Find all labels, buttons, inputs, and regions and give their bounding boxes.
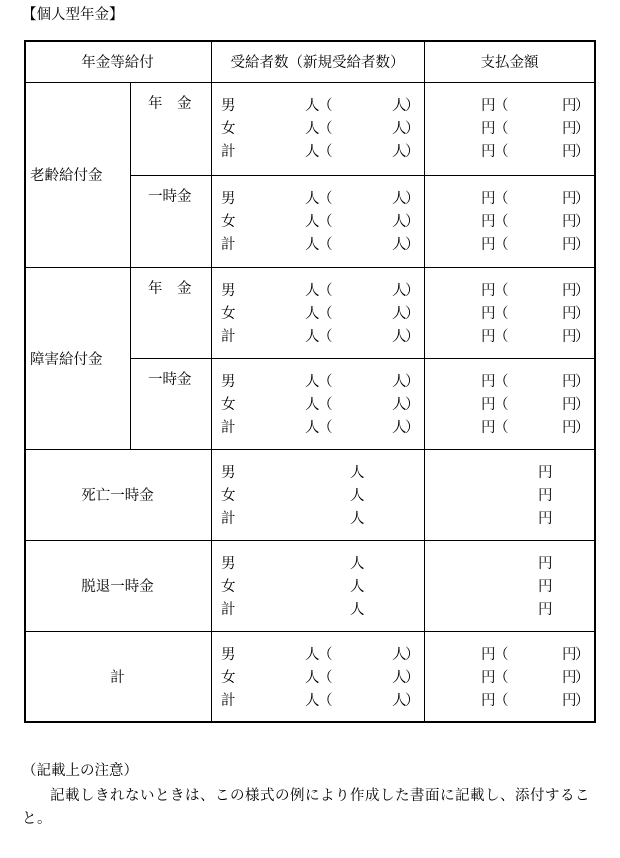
paren-close: ） — [575, 329, 590, 345]
yen-unit: 円 — [538, 579, 553, 595]
yen-unit: 円 — [562, 420, 577, 436]
persons-unit: 人 — [350, 465, 365, 481]
column-divider — [211, 40, 212, 722]
death-lump-sum-label: 死亡一時金 — [81, 488, 154, 504]
sex-label: 男 — [221, 191, 236, 207]
paren-open: （ — [494, 121, 509, 137]
sex-label: 男 — [221, 374, 236, 390]
persons-unit: 人 — [305, 214, 320, 230]
sex-label: 計 — [221, 511, 236, 527]
yen-unit: 円 — [481, 420, 496, 436]
yen-unit: 円 — [481, 98, 496, 114]
paren-close: ） — [575, 191, 590, 207]
withdrawal-lump-sum-label: 脱退一時金 — [81, 579, 154, 595]
yen-unit: 円 — [538, 556, 553, 572]
paren-close: ） — [575, 397, 590, 413]
header-category: 年金等給付 — [81, 54, 154, 71]
persons-unit: 人 — [392, 237, 407, 253]
paren-open: （ — [494, 306, 509, 322]
persons-unit: 人 — [392, 191, 407, 207]
note-text: 記載しきれないときは、この様式の例により作成した書面に記載し、添付すること。 — [22, 788, 590, 827]
persons-unit: 人 — [305, 237, 320, 253]
persons-unit: 人 — [392, 647, 407, 663]
paren-close: ） — [575, 670, 590, 686]
paren-open: （ — [318, 144, 333, 160]
paren-open: （ — [494, 647, 509, 663]
persons-unit: 人 — [305, 670, 320, 686]
persons-unit: 人 — [305, 98, 320, 114]
disability-benefit-label: 障害給付金 — [30, 351, 103, 368]
yen-unit: 円 — [481, 214, 496, 230]
sex-label: 男 — [221, 556, 236, 572]
paren-close: ） — [575, 693, 590, 709]
persons-unit: 人 — [305, 397, 320, 413]
sex-label: 計 — [221, 693, 236, 709]
paren-open: （ — [318, 420, 333, 436]
paren-open: （ — [318, 191, 333, 207]
paren-open: （ — [318, 283, 333, 299]
row-divider — [130, 358, 595, 359]
sex-label: 女 — [221, 670, 236, 686]
yen-unit: 円 — [562, 191, 577, 207]
pension-sublabel: 年 金 — [148, 281, 192, 297]
yen-unit: 円 — [562, 374, 577, 390]
sex-label: 男 — [221, 647, 236, 663]
persons-unit: 人 — [392, 98, 407, 114]
lump-sum-sublabel: 一時金 — [148, 372, 192, 388]
paren-open: （ — [494, 144, 509, 160]
note-title: （記載上の注意） — [22, 763, 138, 779]
persons-unit: 人 — [305, 420, 320, 436]
yen-unit: 円 — [562, 306, 577, 322]
persons-unit: 人 — [392, 693, 407, 709]
paren-close: ） — [575, 237, 590, 253]
yen-unit: 円 — [481, 283, 496, 299]
persons-unit: 人 — [305, 647, 320, 663]
paren-close: ） — [405, 306, 420, 322]
paren-open: （ — [494, 214, 509, 230]
sex-label: 女 — [221, 306, 236, 322]
lump-sum-sublabel: 一時金 — [148, 189, 192, 205]
paren-close: ） — [575, 306, 590, 322]
header-payment: 支払金額 — [480, 54, 539, 71]
sex-label: 男 — [221, 465, 236, 481]
sex-label: 女 — [221, 121, 236, 137]
paren-open: （ — [318, 121, 333, 137]
paren-open: （ — [494, 397, 509, 413]
paren-open: （ — [318, 647, 333, 663]
yen-unit: 円 — [538, 465, 553, 481]
persons-unit: 人 — [392, 121, 407, 137]
paren-close: ） — [405, 647, 420, 663]
paren-open: （ — [494, 329, 509, 345]
old-age-benefit-label: 老齢給付金 — [30, 168, 103, 184]
paren-close: ） — [405, 121, 420, 137]
sex-label: 計 — [221, 420, 236, 436]
yen-unit: 円 — [538, 602, 553, 618]
paren-open: （ — [494, 237, 509, 253]
paren-close: ） — [405, 397, 420, 413]
paren-open: （ — [494, 283, 509, 299]
yen-unit: 円 — [481, 121, 496, 137]
persons-unit: 人 — [305, 191, 320, 207]
persons-unit: 人 — [350, 602, 365, 618]
yen-unit: 円 — [562, 670, 577, 686]
paren-close: ） — [405, 214, 420, 230]
paren-close: ） — [405, 98, 420, 114]
paren-close: ） — [575, 374, 590, 390]
paren-open: （ — [494, 191, 509, 207]
yen-unit: 円 — [481, 237, 496, 253]
pension-sublabel: 年 金 — [148, 96, 192, 112]
yen-unit: 円 — [562, 397, 577, 413]
persons-unit: 人 — [392, 420, 407, 436]
paren-open: （ — [318, 306, 333, 322]
paren-close: ） — [405, 144, 420, 160]
paren-open: （ — [318, 670, 333, 686]
paren-close: ） — [575, 647, 590, 663]
yen-unit: 円 — [562, 237, 577, 253]
paren-open: （ — [318, 397, 333, 413]
persons-unit: 人 — [350, 556, 365, 572]
yen-unit: 円 — [481, 144, 496, 160]
yen-unit: 円 — [562, 98, 577, 114]
page-heading: 【個人型年金】 — [22, 7, 124, 23]
paren-close: ） — [405, 693, 420, 709]
paren-open: （ — [494, 670, 509, 686]
persons-unit: 人 — [392, 214, 407, 230]
paren-open: （ — [318, 329, 333, 345]
persons-unit: 人 — [305, 374, 320, 390]
sex-label: 男 — [221, 283, 236, 299]
yen-unit: 円 — [562, 329, 577, 345]
yen-unit: 円 — [562, 121, 577, 137]
yen-unit: 円 — [481, 397, 496, 413]
yen-unit: 円 — [481, 670, 496, 686]
paren-close: ） — [575, 98, 590, 114]
persons-unit: 人 — [350, 488, 365, 504]
paren-close: ） — [405, 374, 420, 390]
yen-unit: 円 — [481, 647, 496, 663]
paren-open: （ — [494, 374, 509, 390]
persons-unit: 人 — [392, 144, 407, 160]
persons-unit: 人 — [392, 283, 407, 299]
paren-close: ） — [575, 283, 590, 299]
paren-close: ） — [575, 214, 590, 230]
paren-open: （ — [318, 98, 333, 114]
yen-unit: 円 — [538, 488, 553, 504]
persons-unit: 人 — [392, 670, 407, 686]
persons-unit: 人 — [392, 397, 407, 413]
persons-unit: 人 — [350, 579, 365, 595]
paren-close: ） — [405, 283, 420, 299]
yen-unit: 円 — [562, 693, 577, 709]
paren-close: ） — [405, 237, 420, 253]
sex-label: 女 — [221, 214, 236, 230]
paren-close: ） — [575, 121, 590, 137]
paren-close: ） — [405, 329, 420, 345]
persons-unit: 人 — [305, 329, 320, 345]
sex-label: 女 — [221, 488, 236, 504]
yen-unit: 円 — [481, 191, 496, 207]
sex-label: 計 — [221, 602, 236, 618]
paren-open: （ — [494, 420, 509, 436]
yen-unit: 円 — [481, 374, 496, 390]
persons-unit: 人 — [305, 693, 320, 709]
column-divider — [424, 40, 425, 722]
paren-open: （ — [494, 693, 509, 709]
yen-unit: 円 — [562, 214, 577, 230]
persons-unit: 人 — [392, 374, 407, 390]
yen-unit: 円 — [538, 511, 553, 527]
sex-label: 男 — [221, 98, 236, 114]
sex-label: 計 — [221, 329, 236, 345]
persons-unit: 人 — [305, 283, 320, 299]
sex-label: 計 — [221, 144, 236, 160]
yen-unit: 円 — [481, 329, 496, 345]
paren-close: ） — [575, 144, 590, 160]
table-border-right — [594, 40, 596, 722]
paren-open: （ — [318, 214, 333, 230]
yen-unit: 円 — [562, 647, 577, 663]
yen-unit: 円 — [481, 306, 496, 322]
yen-unit: 円 — [562, 283, 577, 299]
persons-unit: 人 — [392, 329, 407, 345]
persons-unit: 人 — [350, 511, 365, 527]
paren-open: （ — [318, 693, 333, 709]
paren-close: ） — [405, 670, 420, 686]
sex-label: 女 — [221, 397, 236, 413]
yen-unit: 円 — [481, 693, 496, 709]
persons-unit: 人 — [392, 306, 407, 322]
total-label: 計 — [110, 670, 125, 686]
persons-unit: 人 — [305, 306, 320, 322]
sex-label: 女 — [221, 579, 236, 595]
paren-open: （ — [318, 237, 333, 253]
yen-unit: 円 — [562, 144, 577, 160]
paren-close: ） — [575, 420, 590, 436]
header-recipients: 受給者数（新規受給者数） — [230, 54, 405, 71]
paren-open: （ — [318, 374, 333, 390]
paren-close: ） — [405, 191, 420, 207]
sex-label: 計 — [221, 237, 236, 253]
paren-open: （ — [494, 98, 509, 114]
persons-unit: 人 — [305, 144, 320, 160]
row-divider — [130, 175, 595, 176]
paren-close: ） — [405, 420, 420, 436]
persons-unit: 人 — [305, 121, 320, 137]
